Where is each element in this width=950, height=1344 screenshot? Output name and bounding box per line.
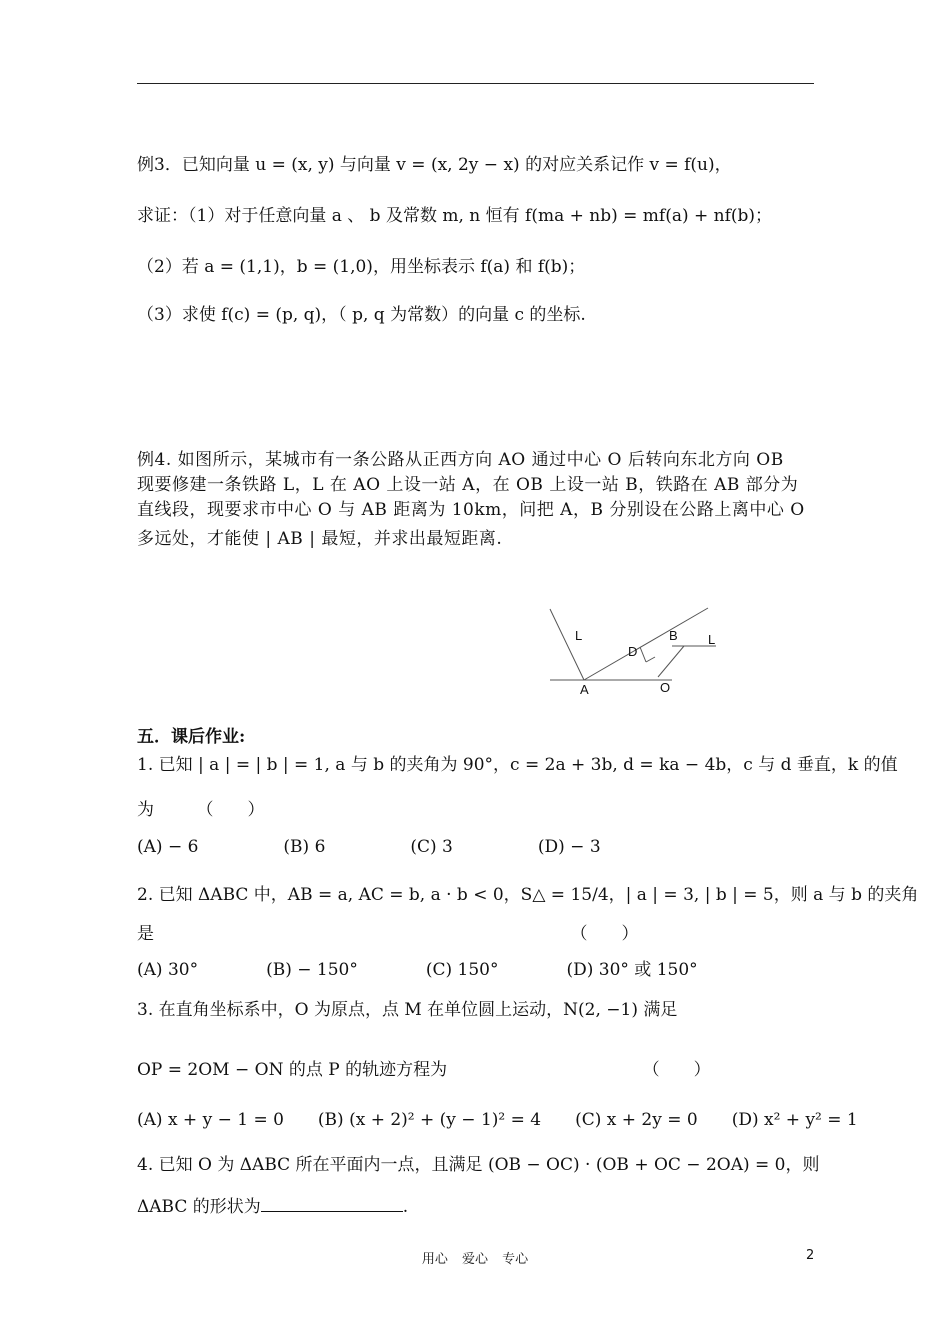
q4-line1: 4. 已知 O 为 ΔABC 所在平面内一点，且满足 (OB − OC) · (OB + OC − 2OA) = 0，则 bbox=[137, 1155, 820, 1175]
answer-blank bbox=[261, 1195, 403, 1212]
q4-line2 bbox=[137, 1195, 408, 1219]
example3-line1: 例3．已知向量 u = (x, y) 与向量 v = (x, 2y − x) 的对应关系记作 v = f(u)， bbox=[137, 155, 732, 175]
label-L-right: L bbox=[708, 632, 716, 647]
q2-line1: 2. 已知 ΔABC 中，AB = a, AC = b, a · b < 0，S△ = 15/4，| a | = 3, | b | = 5，则 a 与 b 的夹角 bbox=[137, 885, 919, 905]
homework-heading: 五．课后作业: bbox=[137, 727, 246, 747]
q2-line2: 是 （ ） bbox=[137, 924, 639, 944]
q1-line2: 为 （ ） bbox=[137, 800, 265, 820]
label-B: B bbox=[669, 628, 678, 643]
label-A: A bbox=[580, 682, 589, 697]
railway-L-left bbox=[550, 609, 584, 680]
q3-line1: 3. 在直角坐标系中，O 为原点，点 M 在单位圆上运动，N(2, −1) 满足 bbox=[137, 1000, 678, 1020]
example3-line4: （3）求使 f(c) = (p, q)，（ p, q 为常数）的向量 c 的坐标. bbox=[137, 305, 586, 325]
q4-line2-suffix: . bbox=[402, 1197, 409, 1217]
page-number: 2 bbox=[806, 1248, 815, 1263]
footer-motto: 用心 爱心 专心 bbox=[421, 1252, 529, 1267]
q3-line2: OP = 2OM − ON 的点 P 的轨迹方程为 （ ） bbox=[137, 1060, 711, 1080]
example4-line4: 多远处，才能使 | AB | 最短，并求出最短距离. bbox=[137, 529, 503, 549]
label-L-left: L bbox=[575, 628, 583, 643]
example4-line1: 例4. 如图所示，某城市有一条公路从正西方向 AO 通过中心 O 后转向东北方向 OB bbox=[137, 450, 784, 470]
perpendicular-OD bbox=[640, 647, 646, 662]
example3-line2: 求证：（1）对于任意向量 a 、 b 及常数 m, n 恒有 f(ma + nb) = mf(a) + nf(b)； bbox=[137, 206, 773, 226]
q4-line2-prefix: ΔABC 的形状为 bbox=[137, 1197, 261, 1217]
header-rule bbox=[137, 83, 814, 84]
label-O: O bbox=[660, 680, 671, 695]
q1-options: (A) − 6 (B) 6 (C) 3 (D) − 3 bbox=[137, 837, 601, 857]
q3-options: (A) x + y − 1 = 0 (B) (x + 2)² + (y − 1)² = 4 (C) x + 2y = 0 (D) x² + y² = 1 bbox=[137, 1110, 858, 1130]
railway-AB bbox=[584, 608, 708, 680]
perpendicular-OD-2 bbox=[646, 657, 655, 662]
q2-options: (A) 30° (B) − 150° (C) 150° (D) 30° 或 150° bbox=[137, 960, 698, 980]
q1-line1: 1. 已知 | a | = | b | = 1, a 与 b 的夹角为 90°，c = 2a + 3b, d = ka − 4b，c 与 d 垂直，k 的值 bbox=[137, 755, 898, 775]
road-diagram bbox=[540, 600, 740, 700]
example4-line2: 现要修建一条铁路 L，L 在 AO 上设一站 A，在 OB 上设一站 B，铁路在 AB 部分为 bbox=[137, 475, 799, 495]
example3-line3: （2）若 a = (1,1)，b = (1,0)，用坐标表示 f(a) 和 f(b)； bbox=[137, 257, 586, 277]
example4-line3: 直线段，现要求市中心 O 与 AB 距离为 10km，问把 A，B 分别设在公路上离中心 O bbox=[137, 500, 805, 520]
label-D: D bbox=[628, 644, 638, 659]
road-OB bbox=[658, 646, 684, 677]
